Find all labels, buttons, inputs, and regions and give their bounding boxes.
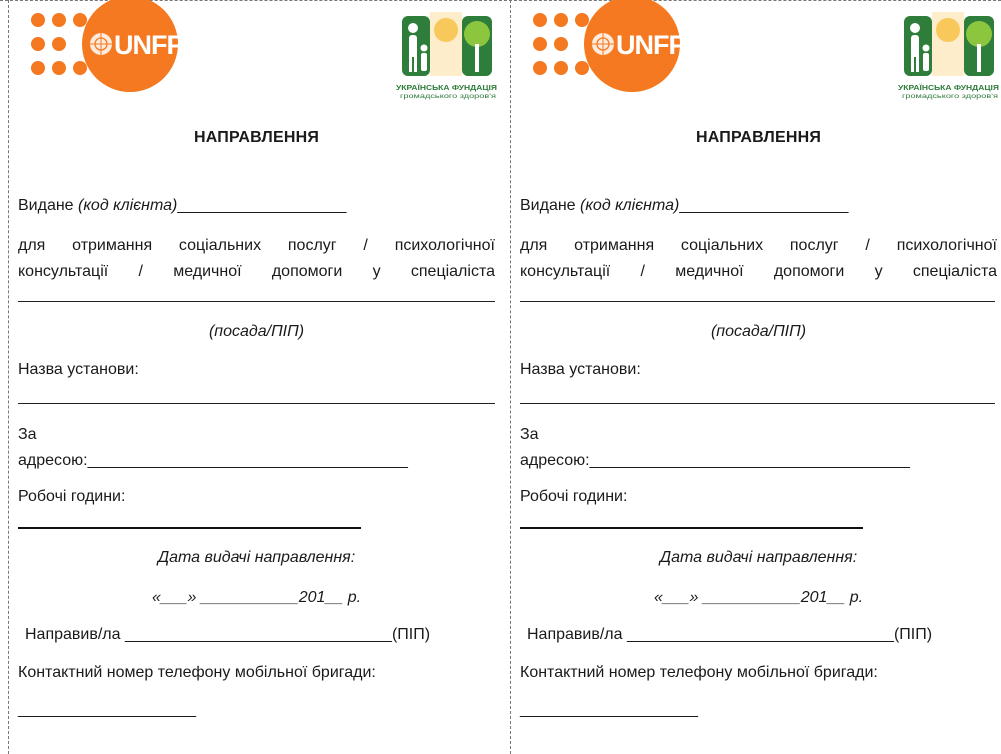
purpose-word: / bbox=[138, 263, 143, 280]
purpose-word: для bbox=[520, 237, 548, 254]
client-code-blank: ___________________ bbox=[679, 197, 849, 214]
institution-blank-line bbox=[520, 403, 995, 404]
purpose-word: консультації bbox=[18, 263, 109, 280]
purpose-word: соціальних bbox=[680, 237, 764, 254]
unfpa-logo bbox=[520, 0, 710, 100]
purpose-word: / bbox=[865, 237, 870, 254]
position-name-label: (посада/ПІП) bbox=[208, 323, 305, 340]
address-blank: ____________________________________ bbox=[589, 452, 910, 469]
purpose-word: отримання bbox=[574, 237, 655, 254]
institution-blank-line bbox=[18, 403, 495, 404]
institution-label: Назва установи: bbox=[520, 361, 641, 378]
address-label-top: За bbox=[18, 426, 37, 443]
ukr-foundation-logo bbox=[396, 10, 498, 100]
purpose-line-2 bbox=[520, 262, 997, 282]
purpose-word: послуг bbox=[789, 237, 839, 254]
address-label: адресою: bbox=[520, 452, 590, 469]
purpose-word: допомоги bbox=[271, 263, 343, 280]
issued-to-label: Видане bbox=[520, 197, 581, 214]
phone-blank: ____________________ bbox=[18, 701, 196, 718]
ukr-foundation-logo bbox=[898, 10, 1000, 100]
issued-to-line bbox=[18, 196, 346, 216]
position-name-label: (посада/ПІП) bbox=[710, 323, 807, 340]
referral-card-right bbox=[520, 0, 1001, 754]
referral-title: НАПРАВЛЕННЯ bbox=[193, 129, 320, 146]
sent-by-suffix: (ПІП) bbox=[893, 626, 933, 643]
purpose-word: психологічної bbox=[896, 237, 997, 254]
unfpa-wordmark: UNFPA bbox=[616, 30, 702, 60]
purpose-word: психологічної bbox=[394, 237, 495, 254]
phone-label: Контактний номер телефону мобільної бригади: bbox=[520, 664, 878, 681]
address-blank: ____________________________________ bbox=[87, 452, 408, 469]
working-hours-blank-line bbox=[18, 527, 361, 529]
issue-date-blank: «___» ___________201__ р. bbox=[653, 589, 864, 606]
purpose-word: медичної bbox=[675, 263, 744, 280]
purpose-word: / bbox=[640, 263, 645, 280]
working-hours-blank-line bbox=[520, 527, 863, 529]
issue-date-label: Дата видачі направлення: bbox=[157, 549, 356, 566]
phone-label: Контактний номер телефону мобільної бригади: bbox=[18, 664, 376, 681]
sent-by-line bbox=[25, 625, 430, 645]
specialist-blank-line bbox=[520, 301, 995, 302]
sent-by-blank: ______________________________ bbox=[626, 626, 894, 643]
address-line bbox=[18, 451, 408, 471]
purpose-line-1 bbox=[520, 236, 997, 256]
purpose-line-1 bbox=[18, 236, 495, 256]
cut-line-left bbox=[8, 0, 9, 754]
client-code-label: (код клієнта) bbox=[78, 197, 178, 214]
purpose-word: спеціаліста bbox=[410, 263, 495, 280]
purpose-word: спеціаліста bbox=[912, 263, 997, 280]
address-label: адресою: bbox=[18, 452, 88, 469]
institution-label: Назва установи: bbox=[18, 361, 139, 378]
ukr-foundation-subtitle: громадського здоров'я bbox=[400, 93, 497, 100]
purpose-word: у bbox=[874, 263, 883, 280]
issued-to-line bbox=[520, 196, 848, 216]
issue-date-blank: «___» ___________201__ р. bbox=[151, 589, 362, 606]
address-label-top: За bbox=[520, 426, 539, 443]
sent-by-line bbox=[527, 625, 932, 645]
address-line bbox=[520, 451, 910, 471]
purpose-word: / bbox=[363, 237, 368, 254]
working-hours-label: Робочі години: bbox=[520, 488, 628, 505]
ukr-foundation-name: УКРАЇНСЬКА ФУНДАЦІЯ bbox=[898, 83, 999, 92]
purpose-word: медичної bbox=[173, 263, 242, 280]
referral-card-left bbox=[18, 0, 518, 754]
issue-date-label: Дата видачі направлення: bbox=[659, 549, 858, 566]
unfpa-wordmark: UNFPA bbox=[114, 30, 200, 60]
purpose-word: отримання bbox=[72, 237, 153, 254]
purpose-word: у bbox=[372, 263, 381, 280]
sent-by-label: Направив/ла bbox=[527, 626, 623, 643]
sent-by-suffix: (ПІП) bbox=[391, 626, 431, 643]
purpose-word: для bbox=[18, 237, 46, 254]
purpose-line-2 bbox=[18, 262, 495, 282]
working-hours-label: Робочі години: bbox=[18, 488, 126, 505]
specialist-blank-line bbox=[18, 301, 495, 302]
phone-blank: ____________________ bbox=[520, 701, 698, 718]
purpose-word: соціальних bbox=[178, 237, 262, 254]
unfpa-logo bbox=[18, 0, 208, 100]
sent-by-blank: ______________________________ bbox=[124, 626, 392, 643]
issued-to-label: Видане bbox=[18, 197, 79, 214]
ukr-foundation-subtitle: громадського здоров'я bbox=[902, 93, 999, 100]
purpose-word: допомоги bbox=[773, 263, 845, 280]
client-code-blank: ___________________ bbox=[177, 197, 347, 214]
purpose-word: консультації bbox=[520, 263, 611, 280]
referral-title: НАПРАВЛЕННЯ bbox=[695, 129, 822, 146]
ukr-foundation-name: УКРАЇНСЬКА ФУНДАЦІЯ bbox=[396, 83, 497, 92]
client-code-label: (код клієнта) bbox=[580, 197, 680, 214]
purpose-word: послуг bbox=[287, 237, 337, 254]
sent-by-label: Направив/ла bbox=[25, 626, 121, 643]
